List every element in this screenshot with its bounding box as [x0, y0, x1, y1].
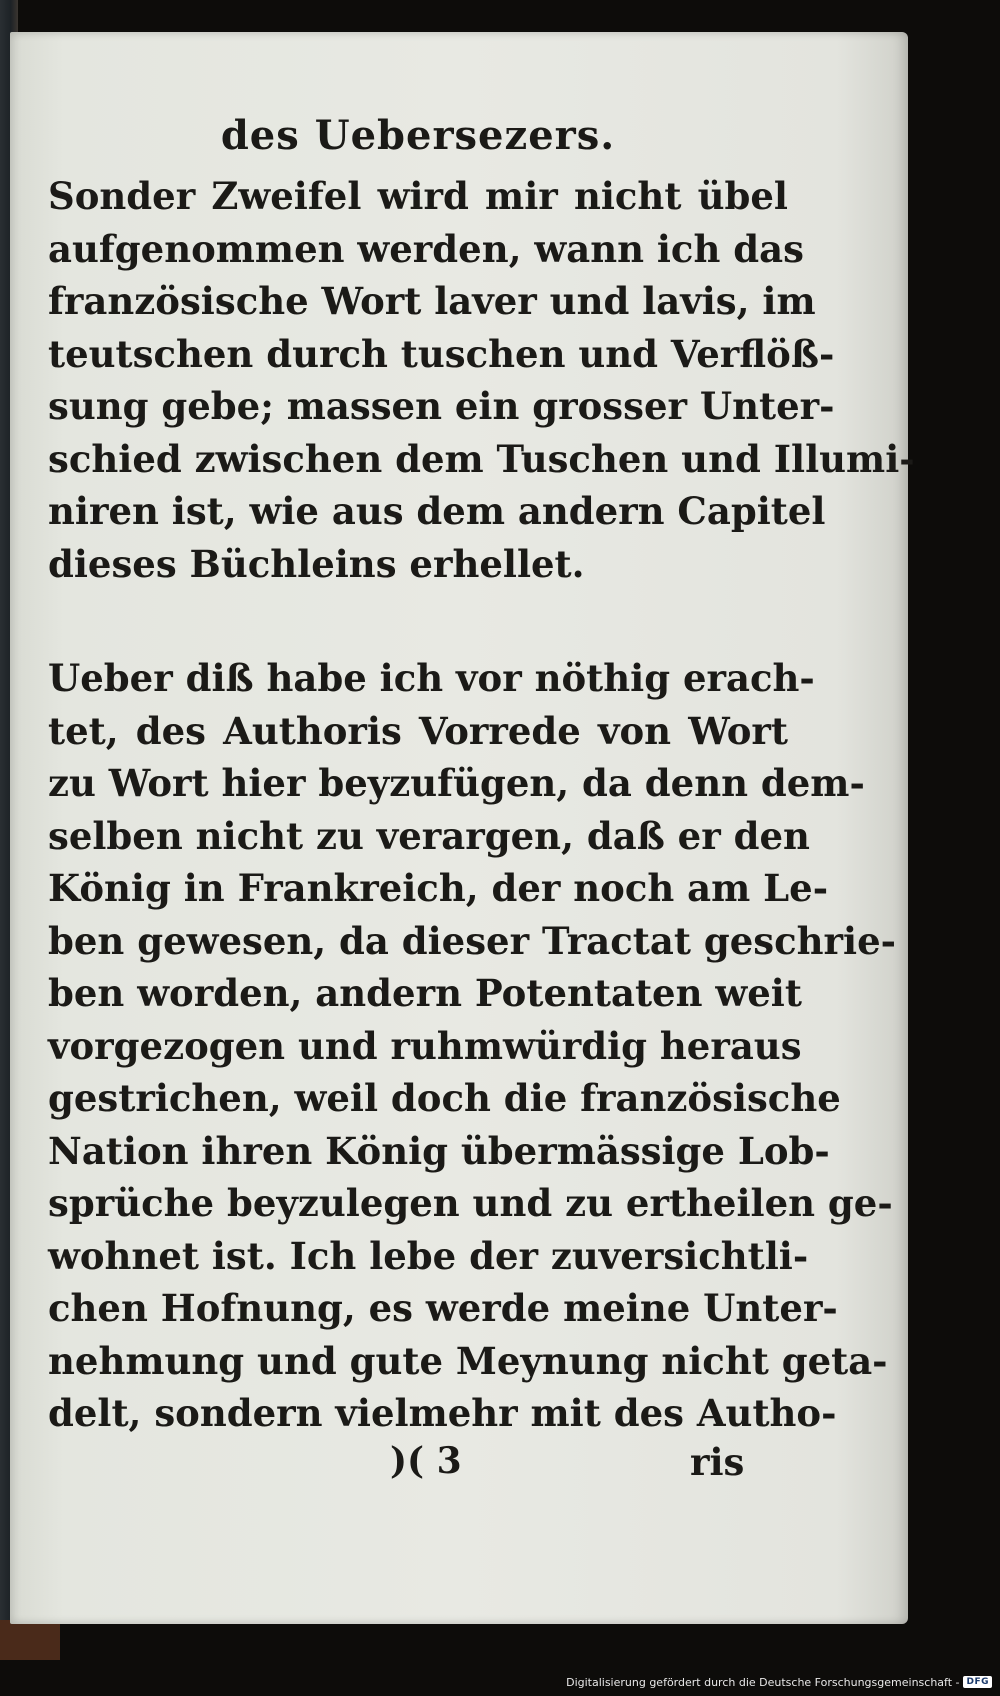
text-line: Nation ihren König übermässige Lob- [48, 1128, 830, 1173]
dfg-logo-icon: DFG [963, 1676, 992, 1688]
page-heading: des Uebersezers. [220, 112, 616, 159]
text-line: chen Hofnung, es werde meine Unter- [48, 1286, 838, 1330]
text-line: gestrichen, weil doch die französische [48, 1076, 841, 1120]
text-line: dieses Büchleins erhellet. [48, 541, 585, 586]
text-line: teutschen durch tuschen und Verflöß- [48, 331, 835, 376]
book-page [10, 32, 915, 1624]
text-line: tet, des Authoris Vorrede von Wort [48, 708, 788, 753]
text-line: niren ist, wie aus dem andern Capitel [48, 489, 826, 533]
text-line: aufgenommen werden, wann ich das [48, 226, 804, 271]
text-line: zu Wort hier beyzufügen, da denn dem- [48, 761, 865, 805]
text-line: schied zwischen dem Tuschen und Illumi- [48, 436, 915, 481]
credit-text: Digitalisierung gefördert durch die Deutsche Forschungsgemeinschaft - [566, 1675, 960, 1689]
signature-mark: )( 3 [390, 1440, 462, 1482]
catchword: ris [690, 1440, 745, 1484]
text-line: französische Wort laver und lavis, im [48, 279, 816, 323]
text-line: Sonder Zweifel wird mir nicht übel [48, 174, 788, 218]
text-line: Ueber diß habe ich vor nöthig erach- [48, 656, 815, 700]
digitization-credit [566, 1672, 992, 1692]
text-line: delt, sondern vielmehr mit des Autho- [48, 1391, 837, 1435]
paragraph-2 [48, 652, 896, 1440]
book-cover-corner [0, 1620, 60, 1660]
text-line: ben worden, andern Potentaten weit [48, 971, 802, 1015]
text-line: sung gebe; massen ein grosser Unter- [48, 384, 835, 428]
text-line: vorgezogen und ruhmwürdig heraus [48, 1023, 802, 1068]
text-line: selben nicht zu verargen, daß er den [48, 813, 810, 858]
text-line: nehmung und gute Meynung nicht geta- [48, 1338, 888, 1383]
paragraph-1 [48, 170, 915, 590]
text-line: sprüche beyzulegen und zu ertheilen ge- [48, 1181, 893, 1225]
text-line: König in Frankreich, der noch am Le- [48, 866, 829, 910]
text-line: wohnet ist. Ich lebe der zuversichtli- [48, 1233, 809, 1278]
text-line: ben gewesen, da dieser Tractat geschrie- [48, 918, 896, 963]
